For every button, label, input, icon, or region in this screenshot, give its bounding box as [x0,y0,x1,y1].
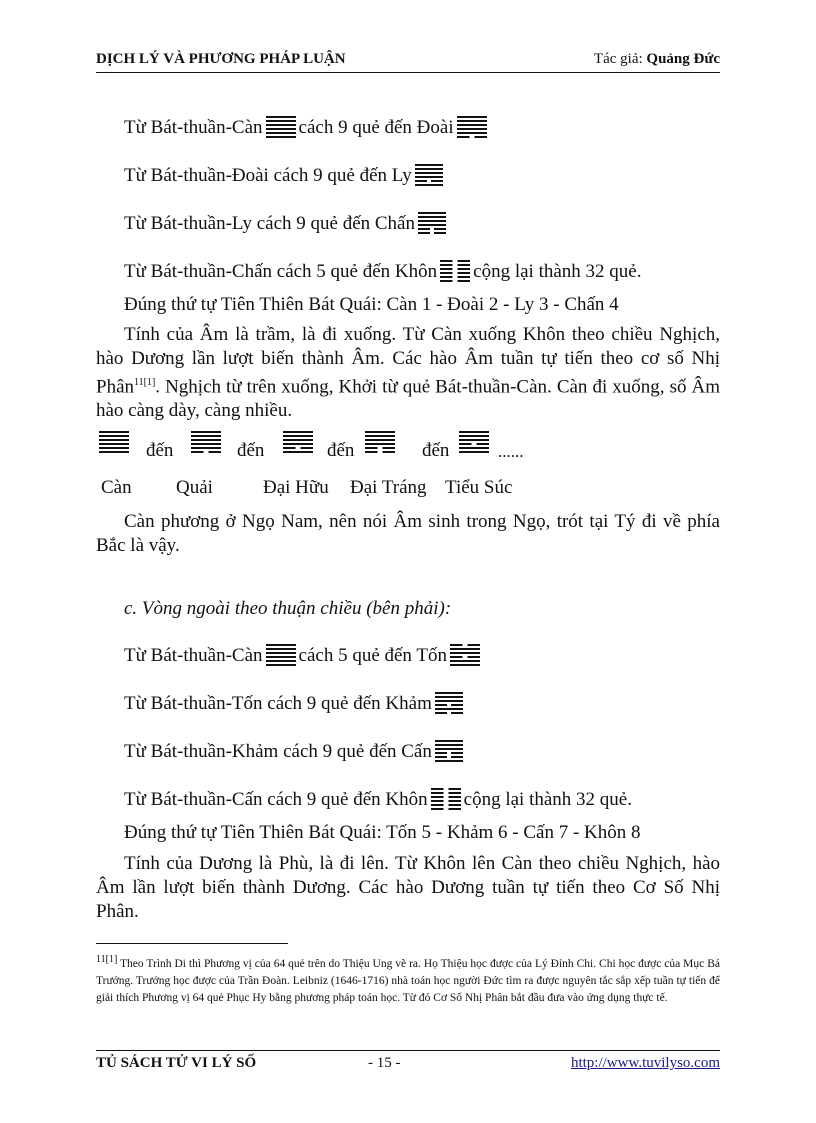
seq-hex-3 [280,430,316,453]
s2-heading: c. Vòng ngoài theo thuận chiều (bên phải): [124,598,452,619]
seq-arrow-4: đến [422,440,450,461]
hexagram-icon [450,644,480,666]
page-number: - 15 - [368,1055,401,1071]
seq-label-dai-trang: Đại Tráng [350,477,427,498]
hexagram-icon [283,431,313,453]
footer-series: TỦ SÁCH TỬ VI LÝ SỐ [96,1055,257,1071]
s1-paragraph: Tính của Âm là trầm, là đi xuống. Từ Càn xuống Khôn theo chiều Nghịch, hào Dương lần lượt biến thành Âm. Các hào Âm tuần tự tiến theo cơ số Nhị Phân$^{11[1]}$. Nghịch từ trên xuống, Khởi từ quẻ Bát-thuần-Càn. Càn đi xuống, số Âm hào càng dày, càng nhiều. [96,324,720,422]
seq-arrow-2: đến [237,440,265,461]
closing-paragraph: Càn phương ở Ngọ Nam, nên nói Âm sinh trong Ngọ, trót tại Tý đi về phía Bắc là vậy. [96,511,720,556]
seq-hex-1 [96,430,132,453]
hexagram-icon [99,431,129,453]
hexagram-icon [418,212,446,234]
header-author: Tác giả: Quảng Đức [593,51,720,67]
s1-line-1: Từ Bát-thuần-Càn cách 9 quẻ đến Đoài [124,116,490,139]
s1-line-4: Từ Bát-thuần-Chấn cách 5 quẻ đến Khôn cộng lại thành 32 quẻ. [124,261,642,282]
seq-label-quai: Quải [176,477,213,498]
hexagram-icon [266,644,296,666]
seq-hex-4 [362,430,398,453]
hexagram-icon [266,116,296,138]
header-title: DỊCH LÝ VÀ PHƯƠNG PHÁP LUẬN [96,51,346,67]
footnote-rule [96,943,288,944]
s1-order: Đúng thứ tự Tiên Thiên Bát Quái: Càn 1 - Đoài 2 - Ly 3 - Chấn 4 [124,294,619,315]
s2-line-1: Từ Bát-thuần-Càn cách 5 quẻ đến Tốn [124,644,483,667]
hexagram-icon [435,740,463,762]
seq-arrow-1: đến [146,440,174,461]
hexagram-icon [435,692,463,714]
s2-line-4: Từ Bát-thuần-Cấn cách 9 quẻ đến Khôn cộng lại thành 32 quẻ. [124,789,632,810]
seq-arrow-3: đến [327,440,355,461]
seq-hex-2 [188,430,224,453]
hexagram-icon [459,431,489,453]
footer-rule [96,1050,720,1051]
s2-line-2: Từ Bát-thuần-Tốn cách 9 quẻ đến Khảm [124,692,466,715]
s1-line-3: Từ Bát-thuần-Ly cách 9 quẻ đến Chấn [124,212,449,235]
header-rule [96,72,720,73]
hexagram-icon [457,116,487,138]
hexagram-icon [415,164,443,186]
s2-order: Đúng thứ tự Tiên Thiên Bát Quái: Tốn 5 - Khảm 6 - Cấn 7 - Khôn 8 [124,822,641,843]
seq-label-can: Càn [101,477,132,498]
seq-label-dai-huu: Đại Hữu [263,477,329,498]
s2-paragraph: Tính của Dương là Phù, là đi lên. Từ Khôn lên Càn theo chiều Nghịch, hào Âm lần lượt biến thành Dương. Các hào Dương tuần tự tiến theo Cơ Số Nhị Phân. [96,853,720,922]
s1-line-2: Từ Bát-thuần-Đoài cách 9 quẻ đến Ly [124,164,446,187]
s2-line-3: Từ Bát-thuần-Khảm cách 9 quẻ đến Cấn [124,740,466,763]
hexagram-icon [440,260,470,282]
hexagram-icon [191,431,221,453]
footnote-marker: 11[1] [96,954,118,965]
hexagram-icon [431,788,461,810]
seq-ellipsis: ...... [498,442,524,461]
hexagram-icon [365,431,395,453]
seq-label-tieu-suc: Tiểu Súc [445,477,513,498]
website-link[interactable]: http://www.tuvilyso.com [570,1055,720,1071]
seq-hex-5 [456,430,492,453]
footnote: $^{11[1]}$ Theo Trình Di thì Phương vị của 64 quẻ trên do Thiệu Ung vẽ ra. Họ Thiệu học được của Lý Đỉnh Chi. Chi học được của Mục Bá Trưởng. Trưởng học được của Trần Đoàn. Leibniz (1646-1716) nhà toán học người Đức tìm ra được nguyên tắc sắp xếp tuần tự tiến để giải thích Phương vị 64 quẻ Phục Hy bằng phương pháp toán học. Từ đó Cơ Số Nhị Phân bắt đầu đưa vào ứng dụng thực tế. [96,954,720,1004]
footnote-ref: 11[1] [134,377,156,388]
